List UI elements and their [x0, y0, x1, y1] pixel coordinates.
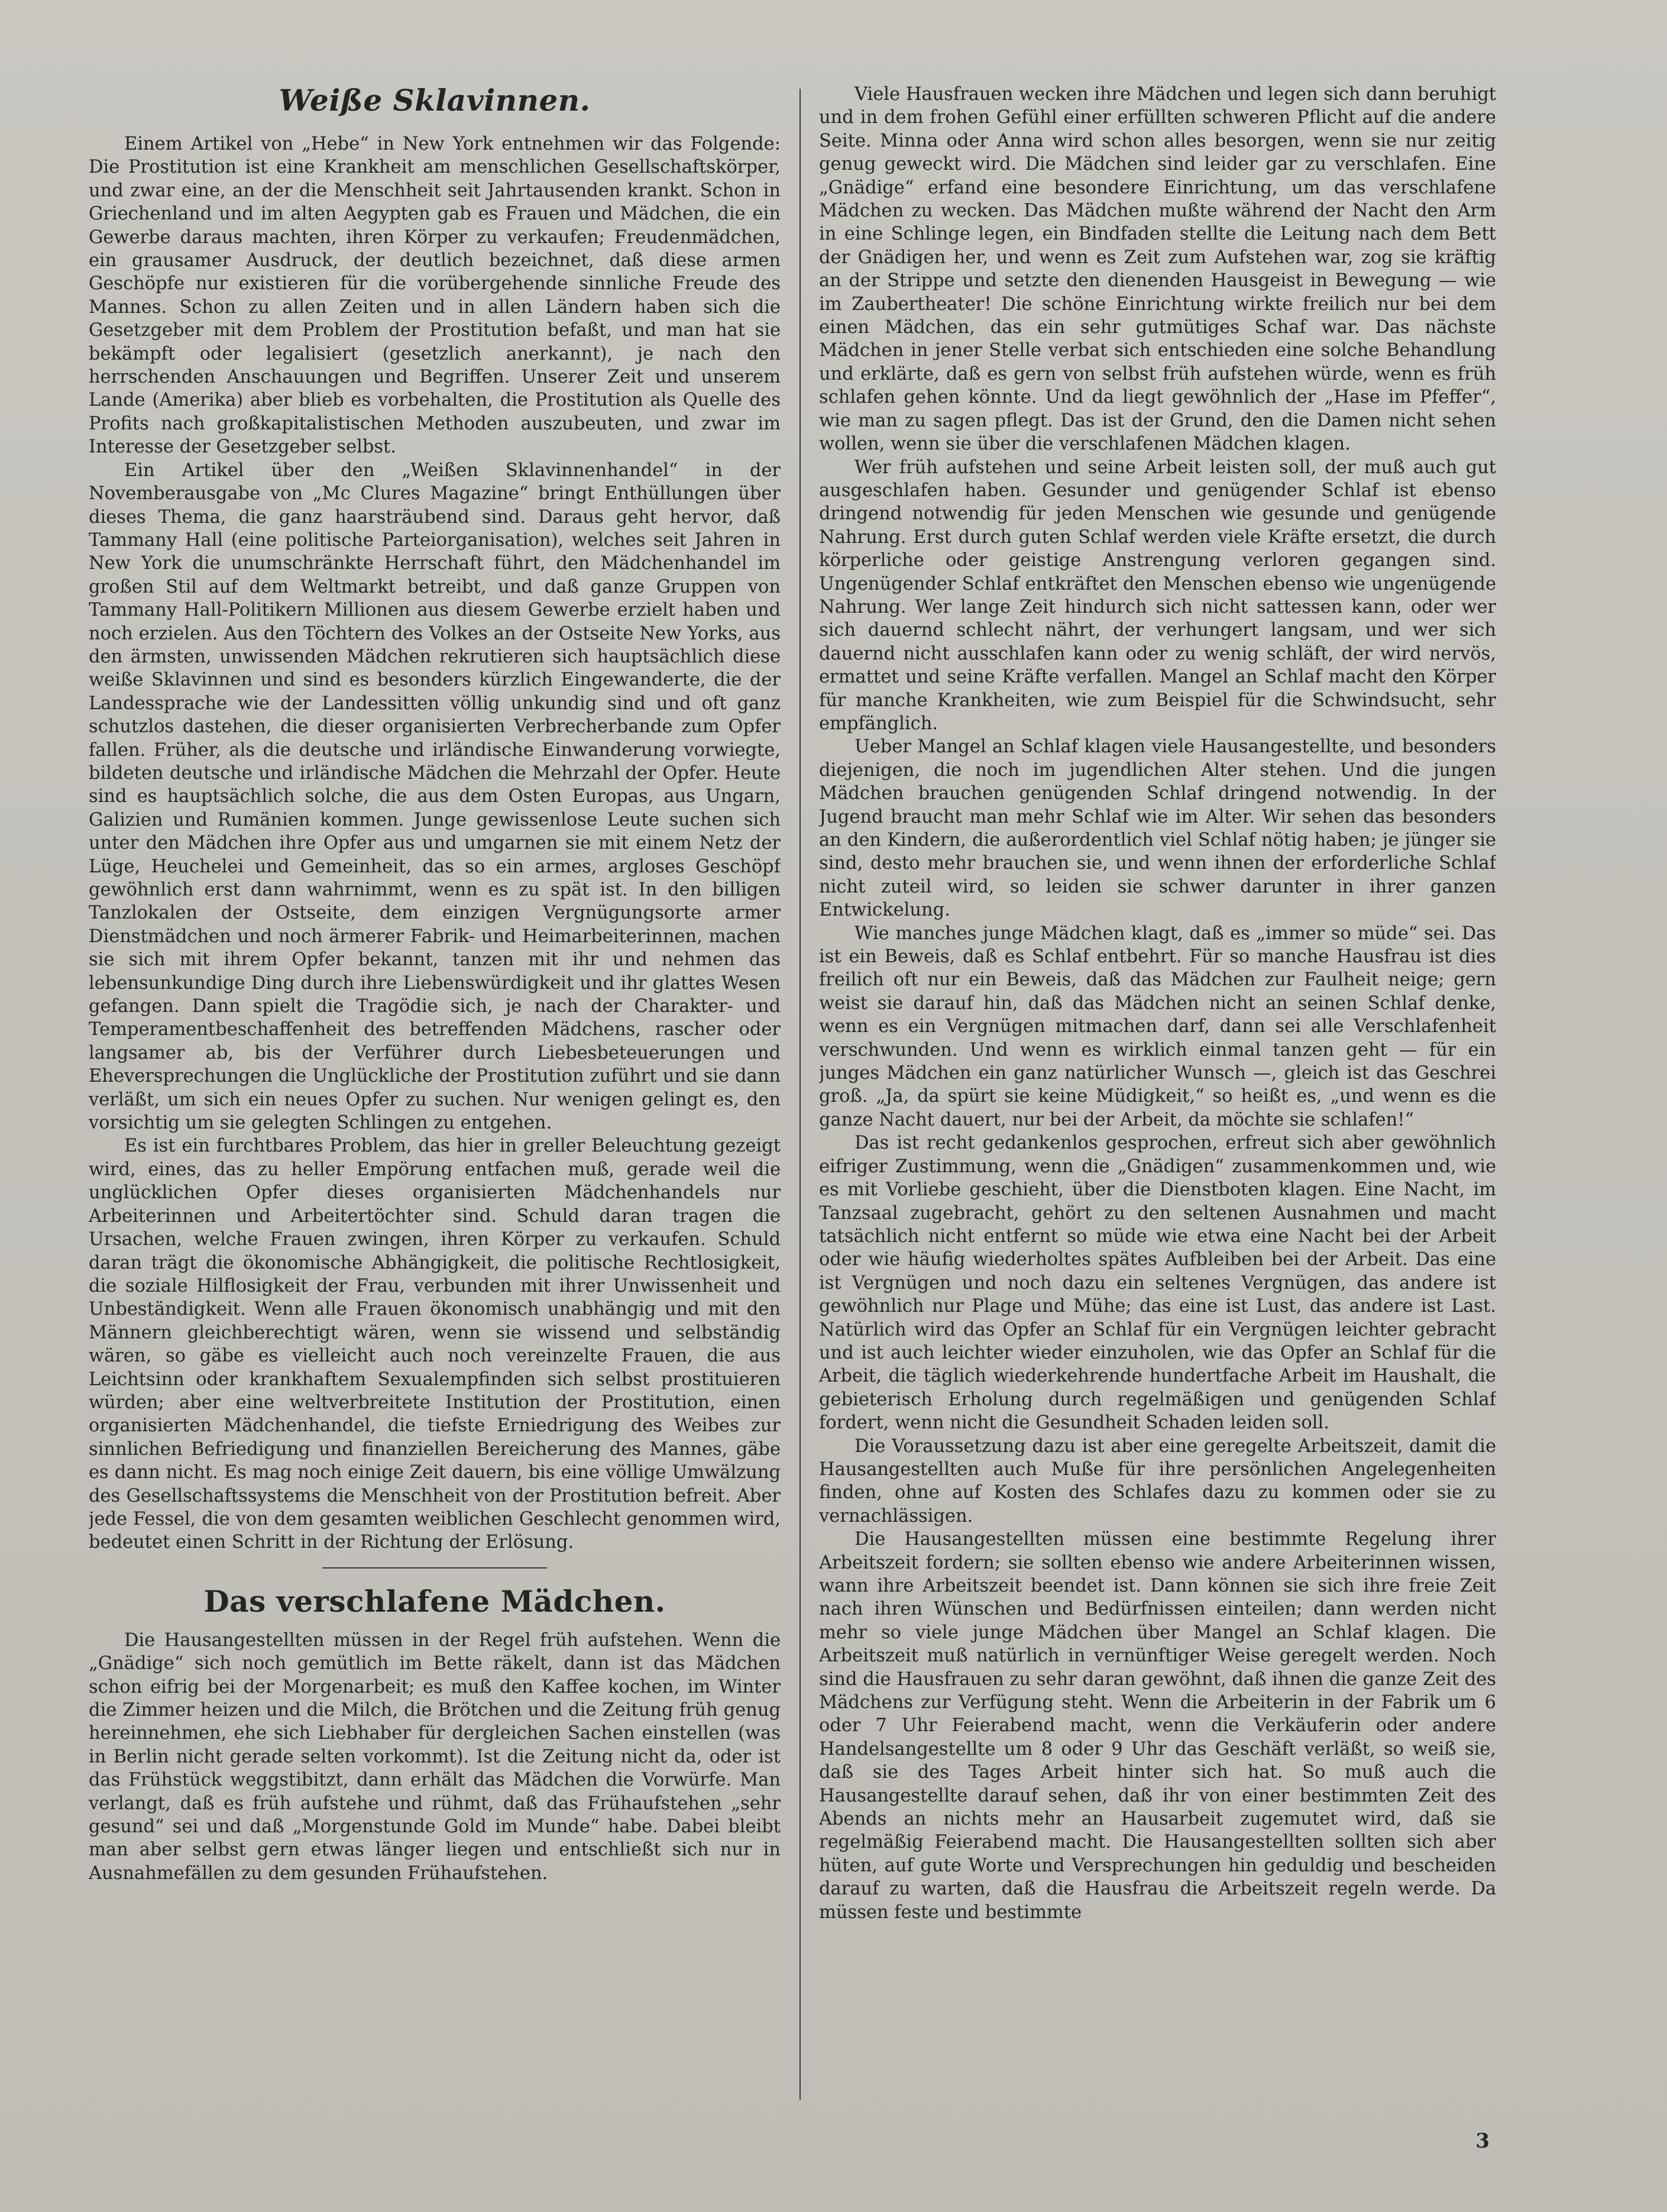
article2-paragraph: Die Hausangestellten müssen in der Regel früh aufstehen. Wenn die „Gnädige“ sich noch gemütlich im Bette räkelt, dann ist das Mädchen schon eifrig bei der Morgenarbeit; es muß den Kaffee kochen, im Winter die Zimmer heizen und die Milch, die Brötchen und die Zeitung früh genug hereinnehmen, ehe sich Liebhaber für dergleichen Sachen einstellen (was in Berlin nicht gerade selten vorkommt). Ist die Zeitung nicht da, oder ist das Frühstück weggstibitzt, dann erhält das Mädchen die Vorwürfe. Man verlangt, daß es früh aufstehe und rühmt, daß das Frühaufstehen „sehr gesund“ sei und daß „Morgenstunde Gold im Munde“ habe. Dabei bleibt man aber selbst gern etwas länger liegen und entschließt sich nur in Ausnahmefällen zu dem gesunden Frühaufstehen. [89, 1629, 781, 1884]
right-column [819, 83, 1496, 2106]
page-number: 3 [1475, 2129, 1490, 2153]
article1-paragraph: Es ist ein furchtbares Problem, das hier in greller Beleuchtung gezeigt wird, eines, das zu heller Empörung entfachen muß, gerade weil die unglücklichen Opfer dieses organisierten Mädchenhandels nur Arbeiterinnen und Arbeitertöchter sind. Schuld daran tragen die Ursachen, welche Frauen zwingen, ihren Körper zu verkaufen. Schuld daran trägt die ökonomische Abhängigkeit, die politische Rechtlosigkeit, die soziale Hilflosigkeit der Frau, verbunden mit ihrer Unwissenheit und Unbeständigkeit. Wenn alle Frauen ökonomisch unabhängig und mit den Männern gleichberechtigt wären, wenn sie wissend und selbständig wären, so gäbe es vielleicht auch noch vereinzelte Frauen, die aus Leichtsinn oder krankhaftem Sexualempfinden sich selbst prostituieren würden; aber eine weltverbreitete Institution der Prostitution, einen organisierten Mädchenhandel, die tiefste Erniedrigung des Weibes zur sinnlichen Befriedigung und finanziellen Bereicherung des Mannes, gäbe es dann nicht. Es mag noch einige Zeit dauern, bis eine völlige Umwälzung des Gesellschaftssystems die Menschheit von der Prostitution befreit. Aber jede Fessel, die von dem gesamten weiblichen Geschlecht genommen wird, bedeutet einen Schritt in der Richtung der Erlösung. [89, 1136, 781, 1553]
article2-paragraph: Das ist recht gedankenlos gesprochen, erfreut sich aber gewöhnlich eifriger Zustimmung, wenn die „Gnädigen“ zusammenkommen und, wie es mit Vorliebe geschieht, über die Dienstboten klagen. Eine Nacht, im Tanzsaal zugebracht, gehört zu den seltenen Ausnahmen und macht tatsächlich nicht entfernt so müde wie etwa eine Nacht bei der Arbeit oder wie häufig wiederholtes spätes Aufbleiben bei der Arbeit. Das eine ist Vergnügen und noch dazu ein seltenes Vergnügen, das andere ist gewöhnlich nur Plage und Mühe; das eine ist Lust, das andere ist Last. Natürlich wird das Opfer an Schlaf für ein Vergnügen leichter gebracht und ist auch leichter wieder einzuholen, wie das Opfer an Schlaf für die Arbeit, die täglich wiederkehrende hundertfache Arbeit im Haushalt, die gebieterisch Erholung durch regelmäßigen und genügenden Schlaf fordert, wenn nicht die Gesundheit Schaden leiden soll. [819, 1133, 1496, 1434]
article-title-verschlafene-maedchen: Das verschlafene Mädchen. [203, 1583, 666, 1619]
article2-paragraph: Viele Hausfrauen wecken ihre Mädchen und legen sich dann beruhigt und in dem frohen Gefühl einer erfüllten schweren Pflicht auf die andere Seite. Minna oder Anna wird schon alles besorgen, wenn sie nur zeitig genug geweckt wird. Die Mädchen sind leider gar zu verschlafen. Eine „Gnädige“ erfand eine besondere Einrichtung, um das verschlafene Mädchen zu wecken. Das Mädchen mußte während der Nacht den Arm in eine Schlinge legen, ein Bindfaden stellte die Leitung nach dem Bett der Gnädigen her, und wenn es Zeit zum Aufstehen war, zog sie kräftig an der Strippe und setzte den dienenden Hausgeist in Bewegung — wie im Zaubertheater! Die schöne Einrichtung wirkte freilich nur bei dem einen Mädchen, das ein sehr gutmütiges Schaf war. Das nächste Mädchen in jener Stelle verbat sich entschieden eine solche Behandlung und erklärte, daß es gern von selbst früh aufstehen würde, wenn es früh schlafen gehen könnte. Und da liegt gewöhnlich der „Hase im Pfeffer“, wie man zu sagen pflegt. Das ist der Grund, den die Damen nicht sehen wollen, wenn sie über die verschlafenen Mädchen klagen. [819, 84, 1496, 455]
column-divider [799, 89, 801, 2100]
article2-paragraph: Ueber Mangel an Schlaf klagen viele Hausangestellte, und besonders diejenigen, die noch im jugendlichen Alter stehen. Und die jungen Mädchen brauchen genügenden Schlaf dringend notwendig. In der Jugend braucht man mehr Schlaf wie im Alter. Wir sehen das besonders an den Kindern, die außerordentlich viel Schlaf nötig haben; je jünger sie sind, desto mehr brauchen sie, und wenn ihnen der erforderliche Schlaf nicht zuteil wird, so leiden sie schwer darunter in ihrer ganzen Entwickelung. [819, 736, 1496, 921]
article-title-weisse-sklavinnen: Weiße Sklavinnen. [279, 83, 591, 118]
article2-paragraph: Die Hausangestellten müssen eine bestimmte Regelung ihrer Arbeitszeit fordern; sie sollten ebenso wie andere Arbeiterinnen wissen, wann ihre Arbeitszeit beendet ist. Dann können sie sich ihre freie Zeit nach ihren Wünschen und Bedürfnissen einteilen; dann werden nicht mehr so viele junge Mädchen über Mangel an Schlaf klagen. Die Arbeitszeit muß natürlich in vernünftiger Weise geregelt werden. Noch sind die Hausfrauen zu sehr daran gewöhnt, daß ihnen die ganze Zeit des Mädchens zur Verfügung steht. Wenn die Arbeiterin in der Fabrik um 6 oder 7 Uhr Feierabend macht, wenn die Verkäuferin oder andere Handelsangestellte um 8 oder 9 Uhr das Geschäft verläßt, so weiß sie, daß sie des Tages Arbeit hinter sich hat. So muß auch die Hausangestellte darauf sehen, daß ihr von einer bestimmten Zeit des Abends an nichts mehr an Hausarbeit zugemutet wird, daß sie regelmäßig Feierabend macht. Die Hausangestellten sollten sich aber hüten, auf gute Worte und Versprechungen hin geduldig und bescheiden darauf zu warten, daß die Hausfrau die Arbeitszeit regeln werde. Da müssen feste und bestimmte [819, 1529, 1496, 1923]
article1-paragraph: Einem Artikel von „Hebe“ in New York entnehmen wir das Folgende: Die Prostitution ist eine Krankheit am menschlichen Gesellschaftskörper, und zwar eine, an der die Menschheit seit Jahrtausenden krankt. Schon in Griechenland und im alten Aegypten gab es Frauen und Mädchen, die ein Gewerbe daraus machten, ihren Körper zu verkaufen; Freudenmädchen, ein grausamer Ausdruck, der deutlich bezeichnet, daß diese armen Geschöpfe nur existieren für die vorübergehende sinnliche Freude des Mannes. Schon zu allen Zeiten und in allen Ländern haben sich die Gesetzgeber mit dem Problem der Prostitution befaßt, und man hat sie bekämpft oder legalisiert (gesetzlich anerkannt), je nach den herrschenden Anschauungen und Begriffen. Unserer Zeit und unserem Lande (Amerika) aber blieb es vorbehalten, die Prostitution als Quelle des Profits nach großkapitalistischen Methoden auszubeuten, und zwar im Interesse der Gesetzgeber selbst. [89, 134, 781, 458]
article2-paragraph: Wer früh aufstehen und seine Arbeit leisten soll, der muß auch gut ausgeschlafen haben. Gesunder und genügender Schlaf ist ebenso dringend notwendig für jeden Menschen wie gesunde und genügende Nahrung. Erst durch guten Schlaf werden viele Kräfte ersetzt, die durch körperliche oder geistige Anstrengung verloren gegangen sind. Ungenügender Schlaf entkräftet den Menschen ebenso wie ungenügende Nahrung. Wer lange Zeit hindurch sich nicht sattessen kann, oder wer sich dauernd schlecht nährt, der verhungert langsam, und wer sich dauernd nicht ausschlafen kann oder zu wenig schläft, der wird nervös, ermattet und seine Kräfte verfallen. Mangel an Schlaf macht den Körper für manche Krankheiten, wie zum Beispiel für die Schwindsucht, sehr empfänglich. [819, 457, 1496, 734]
left-column [89, 83, 781, 2106]
article2-paragraph: Die Voraussetzung dazu ist aber eine geregelte Arbeitszeit, damit die Hausangestellten auch Muße für ihre persönlichen Angelegenheiten finden, ohne auf Kosten des Schlafes dazu zu kommen oder sie zu vernachlässigen. [819, 1435, 1496, 1527]
article2-paragraph: Wie manches junge Mädchen klagt, daß es „immer so müde“ sei. Das ist ein Beweis, daß es Schlaf entbehrt. Für so manche Hausfrau ist dies freilich oft nur ein Beweis, daß das Mädchen zur Faulheit neige; gern weist sie darauf hin, daß das Mädchen nicht an seinen Schlaf denke, wenn es ein Vergnügen mitmachen darf, dann sei alle Verschlafenheit verschwunden. Und wenn es wirklich einmal tanzen geht — für ein junges Mädchen ein ganz natürlicher Wunsch —, gleich ist das Geschrei groß. „Ja, da spürt sie keine Müdigkeit,“ so heißt es, „und wenn es die ganze Nacht dauert, nur bei der Arbeit, da möchte sie schlafen!“ [819, 923, 1496, 1130]
article-separator [322, 1567, 547, 1569]
article1-paragraph: Ein Artikel über den „Weißen Sklavinnenhandel“ in der Novemberausgabe von „Mc Clures Magazine“ bringt Enthüllungen über dieses Thema, die ganz haarsträubend sind. Daraus geht hervor, daß Tammany Hall (eine politische Parteiorganisation), welches seit Jahren in New York die unumschränkte Herrschaft führt, den Mädchenhandel im großen Stil auf dem Weltmarkt betreibt, und daß ganze Gruppen von Tammany Hall-Politikern Millionen aus diesem Gewerbe erzielt haben und noch erzielen. Aus den Töchtern des Volkes an der Ostseite New Yorks, aus den ärmsten, unwissenden Mädchen rekrutieren sich hauptsächlich diese weiße Sklavinnen und sind es besonders kürzlich Eingewanderte, die der Landessprache wie der Landessitten völlig unkundig sind und oft ganz schutzlos dastehen, die dieser organisierten Verbrecherbande zum Opfer fallen. Früher, als die deutsche und irländische Einwanderung vorwiegte, bildeten deutsche und irländische Mädchen die Mehrzahl der Opfer. Heute sind es hauptsächlich solche, die aus dem Osten Europas, aus Ungarn, Galizien und Rumänien kommen. Junge gewissenlose Leute suchen sich unter den Mädchen ihre Opfer aus und umgarnen sie mit einem Netz der Lüge, Heuchelei und Gemeinheit, das so ein armes, argloses Geschöpf gewöhnlich erst dann wahrnimmt, wenn es zu spät ist. In den billigen Tanzlokalen der Ostseite, dem einzigen Vergnügungsorte armer Dienstmädchen und noch ärmerer Fabrik- und Heimarbeiterinnen, machen sie sich mit ihrem Opfer bekannt, tanzen mit ihr und nehmen das lebensunkundige Ding durch ihre Liebenswürdigkeit und ihr glattes Wesen gefangen. Dann spielt die Tragödie sich, je nach der Charakter- und Temperamentbeschaffenheit des betreffenden Mädchens, rascher oder langsamer ab, bis der Verführer durch Liebesbeteuerungen und Eheversprechungen die Unglückliche der Prostitution zuführt und sie dann verläßt, um sich ein neues Opfer zu suchen. Nur wenigen gelingt es, den vorsichtig um sie gelegten Schlingen zu entgehen. [89, 460, 781, 1134]
